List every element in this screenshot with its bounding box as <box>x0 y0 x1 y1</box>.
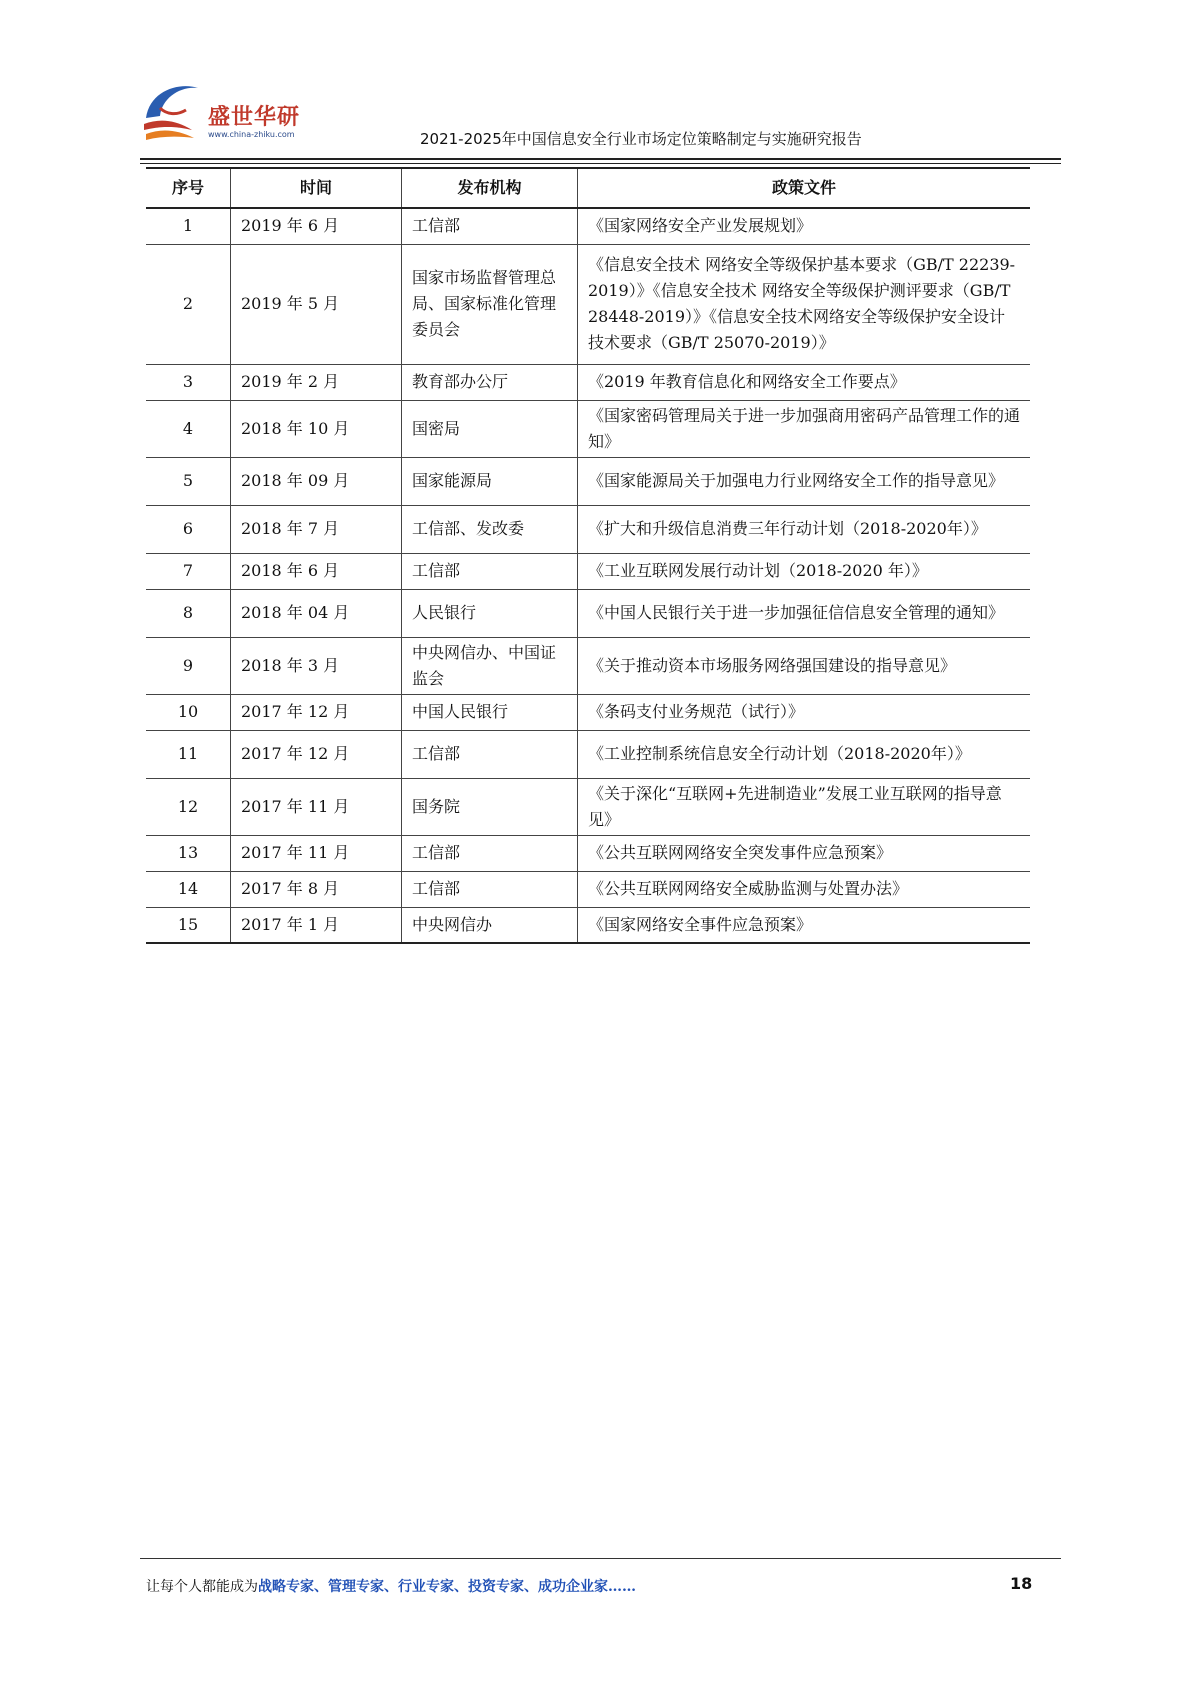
row-issuer: 中央网信办 <box>402 907 578 943</box>
table-row <box>146 730 1030 778</box>
row-date: 2017 年 8 月 <box>231 871 402 907</box>
row-date: 2019 年 2 月 <box>231 364 402 400</box>
row-issuer: 人民银行 <box>402 589 578 637</box>
row-policy-document: 《中国人民银行关于进一步加强征信信息安全管理的通知》 <box>578 589 1031 637</box>
row-number: 8 <box>146 589 231 637</box>
footer-divider <box>140 1558 1061 1559</box>
row-number: 3 <box>146 364 231 400</box>
row-date: 2017 年 11 月 <box>231 778 402 835</box>
row-date: 2018 年 7 月 <box>231 505 402 553</box>
row-number: 2 <box>146 244 231 364</box>
row-date: 2017 年 11 月 <box>231 835 402 871</box>
row-issuer: 工信部 <box>402 730 578 778</box>
row-date: 2018 年 09 月 <box>231 457 402 505</box>
row-policy-document: 《2019 年教育信息化和网络安全工作要点》 <box>578 364 1031 400</box>
row-policy-document: 《公共互联网网络安全威胁监测与处置办法》 <box>578 871 1031 907</box>
row-date: 2018 年 6 月 <box>231 553 402 589</box>
footer-slogan-lead: 让每个人都能成为 <box>146 1579 258 1595</box>
row-date: 2019 年 5 月 <box>231 244 402 364</box>
row-issuer: 国密局 <box>402 400 578 457</box>
row-policy-document: 《关于推动资本市场服务网络强国建设的指导意见》 <box>578 637 1031 694</box>
row-number: 6 <box>146 505 231 553</box>
table-row <box>146 871 1030 907</box>
header-divider <box>140 158 1061 160</box>
policy-table <box>146 167 1030 944</box>
row-number: 1 <box>146 208 231 244</box>
row-number: 9 <box>146 637 231 694</box>
row-policy-document: 《工业互联网发展行动计划（2018-2020 年）》 <box>578 553 1031 589</box>
table-row <box>146 694 1030 730</box>
table-row <box>146 400 1030 457</box>
row-policy-document: 《工业控制系统信息安全行动计划（2018-2020年）》 <box>578 730 1031 778</box>
row-date: 2019 年 6 月 <box>231 208 402 244</box>
row-policy-document: 《国家网络安全产业发展规划》 <box>578 208 1031 244</box>
table-row <box>146 505 1030 553</box>
row-issuer: 工信部 <box>402 553 578 589</box>
row-issuer: 中央网信办、中国证监会 <box>402 637 578 694</box>
row-number: 15 <box>146 907 231 943</box>
page-number: 18 <box>1010 1574 1033 1593</box>
row-issuer: 工信部 <box>402 208 578 244</box>
row-issuer: 国务院 <box>402 778 578 835</box>
table-row <box>146 589 1030 637</box>
row-issuer: 中国人民银行 <box>402 694 578 730</box>
row-number: 14 <box>146 871 231 907</box>
table-header-row <box>146 168 1030 208</box>
table-row <box>146 778 1030 835</box>
row-policy-document: 《国家密码管理局关于进一步加强商用密码产品管理工作的通知》 <box>578 400 1031 457</box>
row-date: 2018 年 04 月 <box>231 589 402 637</box>
row-date: 2018 年 3 月 <box>231 637 402 694</box>
row-number: 12 <box>146 778 231 835</box>
row-date: 2017 年 1 月 <box>231 907 402 943</box>
header-divider-thin <box>140 163 1061 164</box>
row-number: 11 <box>146 730 231 778</box>
row-number: 13 <box>146 835 231 871</box>
table-body <box>146 208 1030 943</box>
table-row <box>146 907 1030 943</box>
column-header-org: 发布机构 <box>402 168 578 208</box>
footer-slogan <box>146 1576 636 1596</box>
row-policy-document: 《国家网络安全事件应急预案》 <box>578 907 1031 943</box>
row-issuer: 国家市场监督管理总局、国家标准化管理委员会 <box>402 244 578 364</box>
row-date: 2017 年 12 月 <box>231 694 402 730</box>
row-date: 2017 年 12 月 <box>231 730 402 778</box>
column-header-date: 时间 <box>231 168 402 208</box>
row-number: 5 <box>146 457 231 505</box>
row-policy-document: 《信息安全技术 网络安全等级保护基本要求（GB/T 22239-2019）》《信息安全技术 网络安全等级保护测评要求（GB/T 28448-2019）》《信息安全技术网络安全等级保护安全设计技术要求（GB/T 25070-2019）》 <box>578 244 1031 364</box>
row-policy-document: 《关于深化“互联网+先进制造业”发展工业互联网的指导意见》 <box>578 778 1031 835</box>
table-row <box>146 457 1030 505</box>
table-row <box>146 637 1030 694</box>
row-issuer: 工信部、发改委 <box>402 505 578 553</box>
row-issuer: 工信部 <box>402 871 578 907</box>
table-row <box>146 364 1030 400</box>
row-policy-document: 《公共互联网网络安全突发事件应急预案》 <box>578 835 1031 871</box>
brand-name: 盛世华研 <box>208 105 301 130</box>
row-policy-document: 《扩大和升级信息消费三年行动计划（2018-2020年）》 <box>578 505 1031 553</box>
row-policy-document: 《条码支付业务规范（试行）》 <box>578 694 1031 730</box>
row-number: 7 <box>146 553 231 589</box>
brand-url: www.china-zhiku.com <box>208 130 295 139</box>
row-number: 4 <box>146 400 231 457</box>
table-row <box>146 244 1030 364</box>
row-issuer: 国家能源局 <box>402 457 578 505</box>
column-header-no: 序号 <box>146 168 231 208</box>
row-issuer: 工信部 <box>402 835 578 871</box>
row-number: 10 <box>146 694 231 730</box>
table-row <box>146 553 1030 589</box>
column-header-doc: 政策文件 <box>578 168 1031 208</box>
report-title: 2021-2025年中国信息安全行业市场定位策略制定与实施研究报告 <box>420 130 862 148</box>
table-row <box>146 835 1030 871</box>
table-row <box>146 208 1030 244</box>
row-policy-document: 《国家能源局关于加强电力行业网络安全工作的指导意见》 <box>578 457 1031 505</box>
footer-slogan-emphasis: 战略专家、管理专家、行业专家、投资专家、成功企业家…… <box>258 1579 636 1595</box>
row-issuer: 教育部办公厅 <box>402 364 578 400</box>
row-date: 2018 年 10 月 <box>231 400 402 457</box>
